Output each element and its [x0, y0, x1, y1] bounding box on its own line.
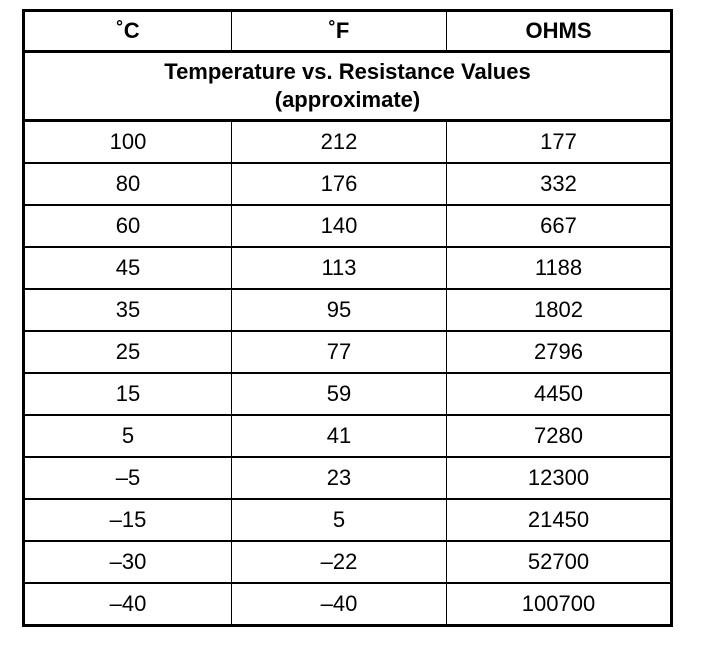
cell-celsius: 45 — [24, 247, 232, 289]
cell-fahrenheit: 41 — [232, 415, 447, 457]
table-body — [24, 121, 672, 626]
cell-ohms: 52700 — [447, 541, 672, 583]
header-ohms: OHMS — [447, 11, 672, 52]
table-row — [24, 121, 672, 164]
table-row — [24, 499, 672, 541]
cell-celsius: 5 — [24, 415, 232, 457]
cell-celsius: 80 — [24, 163, 232, 205]
table-row — [24, 583, 672, 626]
temperature-resistance-table — [22, 9, 673, 627]
caption-row — [24, 52, 672, 121]
table-row — [24, 373, 672, 415]
cell-celsius: 25 — [24, 331, 232, 373]
cell-fahrenheit: 77 — [232, 331, 447, 373]
cell-ohms: 7280 — [447, 415, 672, 457]
cell-celsius: 60 — [24, 205, 232, 247]
cell-fahrenheit: 113 — [232, 247, 447, 289]
cell-fahrenheit: 5 — [232, 499, 447, 541]
cell-ohms: 667 — [447, 205, 672, 247]
temperature-resistance-table-container — [22, 9, 670, 627]
cell-fahrenheit: 140 — [232, 205, 447, 247]
cell-fahrenheit: 212 — [232, 121, 447, 164]
table-row — [24, 163, 672, 205]
header-celsius: ˚C — [24, 11, 232, 52]
cell-fahrenheit: 95 — [232, 289, 447, 331]
header-fahrenheit: ˚F — [232, 11, 447, 52]
cell-celsius: 35 — [24, 289, 232, 331]
cell-ohms: 332 — [447, 163, 672, 205]
cell-celsius: 15 — [24, 373, 232, 415]
cell-celsius: –30 — [24, 541, 232, 583]
cell-ohms: 1802 — [447, 289, 672, 331]
header-row — [24, 11, 672, 52]
cell-ohms: 2796 — [447, 331, 672, 373]
cell-ohms: 4450 — [447, 373, 672, 415]
cell-celsius: 100 — [24, 121, 232, 164]
cell-fahrenheit: –22 — [232, 541, 447, 583]
cell-ohms: 100700 — [447, 583, 672, 626]
cell-fahrenheit: 23 — [232, 457, 447, 499]
cell-fahrenheit: –40 — [232, 583, 447, 626]
cell-ohms: 21450 — [447, 499, 672, 541]
cell-ohms: 1188 — [447, 247, 672, 289]
table-row — [24, 331, 672, 373]
caption-title: Temperature vs. Resistance Values — [164, 59, 531, 84]
table-row — [24, 289, 672, 331]
cell-ohms: 12300 — [447, 457, 672, 499]
caption-subtitle: (approximate) — [274, 87, 421, 112]
cell-celsius: –15 — [24, 499, 232, 541]
table-row — [24, 415, 672, 457]
table-row — [24, 247, 672, 289]
table-row — [24, 457, 672, 499]
cell-ohms: 177 — [447, 121, 672, 164]
cell-fahrenheit: 176 — [232, 163, 447, 205]
table-row — [24, 541, 672, 583]
cell-fahrenheit: 59 — [232, 373, 447, 415]
cell-celsius: –5 — [24, 457, 232, 499]
cell-celsius: –40 — [24, 583, 232, 626]
table-row — [24, 205, 672, 247]
table-caption — [24, 52, 672, 121]
table-header — [24, 11, 672, 52]
